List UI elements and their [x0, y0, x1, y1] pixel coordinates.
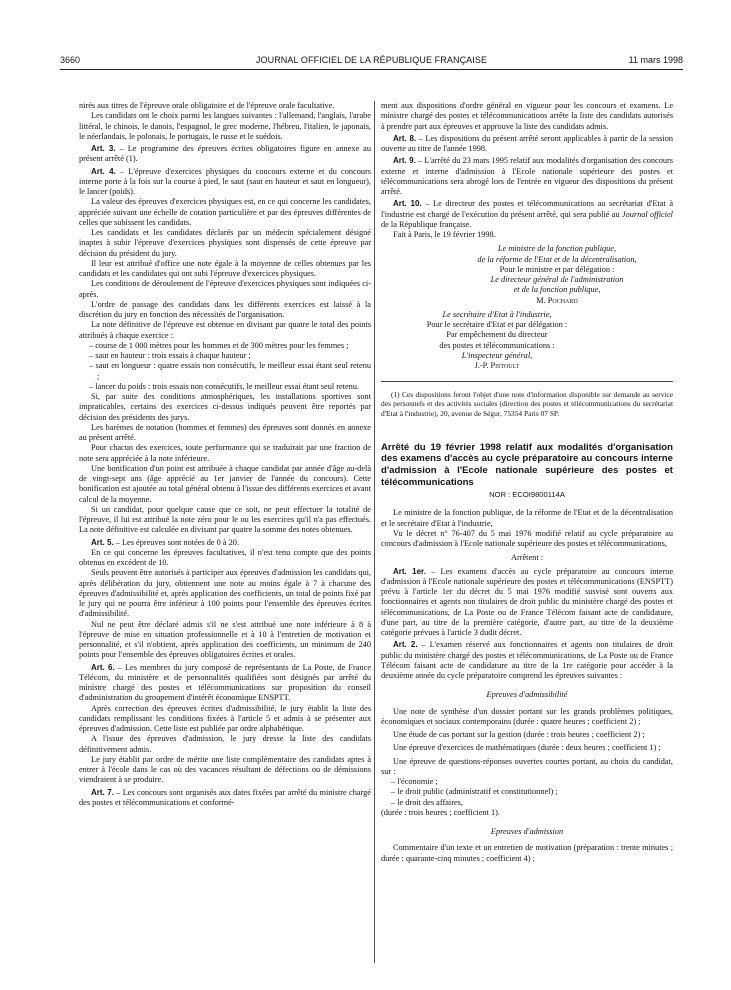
- paragraph: Les candidats ont le choix parmi les langues suivantes : l'allemand, l'anglais, l'arabe littéral, le chinois, le danois, l'espagnol, le grec moderne, l'hébreu, l'italien, le japonais, le néerlandais, le polonais, le portugais, le russe et le suédois.: [79, 111, 371, 141]
- article-text: – Le directeur des postes et télécommunications au secrétariat d'Etat à l'industrie est chargé de l'exécution du présent arrêté, qui sera publié au: [381, 199, 673, 219]
- signatory-title: Le secrétaire d'Etat à l'industrie,: [442, 309, 552, 319]
- paragraph: (durée : trois heures ; coefficient 1).: [381, 807, 500, 817]
- list-item: – saut en hauteur : trois essais à chaque hauteur ;: [89, 351, 251, 360]
- signature-block: [381, 244, 673, 371]
- paragraph: Il leur est attribué d'office une note égale à la moyenne de celles obtenues par les candidats et les candidates qui ont subi l'épreuve d'exercices physiques.: [79, 258, 371, 278]
- signatory-title: de la réforme de l'Etat et de la décentralisation,: [477, 254, 637, 264]
- column-divider: [374, 101, 375, 963]
- article-label: Art. 6.: [91, 662, 115, 672]
- paragraph: Le ministre de la fonction publique, de la réforme de l'Etat et de la décentralisation et le secrétaire d'Etat à l'industrie,: [381, 508, 673, 528]
- section-heading: Epreuves d'admissibilité: [486, 690, 568, 700]
- paragraph: Vu le décret n° 76-407 du 5 mai 1976 modifié relatif au cycle préparatoire au concours d'admission à l'Ecole nationale supérieure des postes et télécommunications,: [381, 528, 673, 549]
- article-label: Art. 3.: [91, 144, 116, 153]
- left-column: [79, 101, 371, 963]
- paragraph: En ce qui concerne les épreuves facultatives, il n'est tenu compte que des points obtenus en excédent de 10.: [79, 547, 371, 567]
- article-text: – L'arrêté du 23 mars 1995 relatif aux modalités d'organisation des concours externe et interne d'admission à l'Ecole nationale supérieure des postes et télécommunications sera abrogé lors de l'entrée en vigueur des dispositions du présent arrêté.: [381, 156, 673, 196]
- footnote: [381, 381, 673, 418]
- article-6: [79, 663, 371, 704]
- article-text: – Le programme des épreuves écrites obligatoires figure en annexe au présent arrêté (1).: [79, 144, 371, 164]
- article-5: [79, 538, 371, 548]
- signatory-title: Le directeur général de l'administration: [490, 275, 624, 284]
- paragraph: nirés aux titres de l'épreuve orale obligatoire et de l'épreuve orale facultative.: [79, 101, 335, 110]
- list-item: – le droit public (administratif et constitutionnel) ;: [391, 787, 558, 797]
- paragraph: Une bonification d'un point est attribuée à chaque candidat par année d'âge au-delà de vingt-sept ans (âge apprécié au 1er janvier de l'année du concours). Cette bonification est ajoutée au total général obtenu à l'issue des différents exercices et avant calcul de la moyenne.: [79, 463, 371, 504]
- paragraph: Seuls peuvent être autorisés à participer aux épreuves d'admission les candidats qui, après délibération du jury, obtiennent une note au moins égale à 7 à chacune des épreuves d'admissibilité et, après application des coefficients, un total de points fixé par le jury qui ne pourra être inférieur à 100 points pour l'ensemble des épreuves écrites d'admissibilité.: [79, 568, 371, 619]
- delegation: Pour le ministre et par délégation :: [499, 264, 615, 274]
- paragraph: Les conditions de déroulement de l'épreuve d'exercices physiques sont indiquées ci-après.: [79, 279, 371, 299]
- paragraph: Les candidats et les candidates déclarés par un médecin spécialement désigné inaptes à subir l'épreuve d'exercices physiques sont dispensés de cette épreuve par décision du président du jury.: [79, 228, 371, 258]
- footnote-text: (1) Ces dispositions feront l'objet d'une note d'information disponible sur demande au service des personnels et des activités sociales (direction des postes et télécommunications du secrétariat d'Etat à l'industrie), 20, avenue de Ségur, 75354 Paris 07 SP.: [381, 390, 673, 418]
- list-item: – saut en longueur : quatre essais non consécutifs, le meilleur essai étant seul retenu ;: [89, 361, 371, 381]
- paragraph: Si un candidat, pour quelque cause que ce soit, ne peut effectuer la totalité de l'épreuve, il lui est attribué la note zéro pour le ou les exercices qu'il n'a pas effectués. La note définitive est calculée en divisant par quatre la somme des notes obtenues.: [79, 504, 371, 535]
- delegation: des postes et télécommunications :: [439, 340, 555, 350]
- article-label: Art. 5.: [91, 537, 114, 547]
- article-10: [381, 199, 673, 230]
- section-heading: Epreuves d'admission: [490, 827, 564, 837]
- paragraph: La valeur des épreuves d'exercices physiques est, en ce qui concerne les candidates, appréciée suivant une échelle de cotation particulière et par des épreuves différentes de celles que subissent les candidats.: [79, 197, 371, 227]
- delegation: Pour le secrétaire d'Etat et par délégation :: [426, 320, 568, 329]
- paragraph: Après correction des épreuves écrites d'admissibilité, le jury établit la liste des candidats remplissant les conditions fixées à l'article 5 et admis à se présenter aux épreuves d'admission. Cette liste est publiée par ordre alphabétique.: [79, 703, 371, 733]
- article-label: Art. 10.: [393, 199, 422, 209]
- article-label: Art. 1er.: [393, 566, 426, 576]
- signatory-title: L'inspecteur général,: [461, 350, 533, 360]
- article-label: Art. 2.: [393, 640, 418, 650]
- article-label: Art. 7.: [91, 787, 114, 797]
- article-9: [381, 156, 673, 197]
- paragraph: Une épreuve d'exercices de mathématiques (durée : deux heures ; coefficient 1) ;: [393, 743, 661, 753]
- paragraph: Une épreuve de questions-réponses ouvertes courtes portant, au choix du candidat, sur :: [381, 756, 673, 776]
- article-text: – L'examen réservé aux fonctionnaires et agents non titulaires de droit public du ministère chargé des postes et télécommunications, de La Poste ou de France Télécom faisant acte de candidature au titre de la 1re catégorie pour accéder à la deuxième année du cycle préparatoire comprend les épreuves suivantes :: [381, 640, 673, 681]
- paragraph: A l'issue des épreuves d'admission, le jury dresse la liste des candidats définitivement admis.: [79, 734, 371, 754]
- article-text: – Les examens d'accès au cycle préparatoire au concours interne d'admission à l'Ecole nationale supérieure des postes et télécommunications (ENSPTT) prévu à l'article 1er du décret du 5 mai 1976 modifié susvisé sont ouverts aux fonctionnaires et agents non titulaires de droit public du ministère chargé des postes et télécommunications, de La Poste ou de France Télécom faisant acte de candidature, d'une part, au titre de la première catégorie, d'autre part, au titre de la deuxième catégorie prévues à l'article 3 dudit décret.: [381, 566, 673, 638]
- arretent: Arrêtent :: [510, 553, 544, 563]
- article-text: de la République française.: [381, 219, 472, 229]
- article-label: Art. 4.: [91, 166, 116, 176]
- article-4: [79, 167, 371, 198]
- right-column: [381, 101, 673, 963]
- list-item: – lancer du poids : trois essais non consécutifs, le meilleur essai étant seul retenu.: [89, 381, 360, 391]
- nor-reference: NOR : ECOI9800114A: [489, 490, 565, 500]
- article-text: – Les membres du jury composé de représentants de La Poste, de France Télécom, du ministère et de personnalités qualifiées sont désignés par arrêté du ministre chargé des postes et télécommunications sur proposition du conseil d'administration du groupement d'intérêt économique ENSPTT.: [79, 662, 371, 703]
- signatory-title: et de la fonction publique,: [513, 285, 601, 295]
- article-text: – Les dispositions du présent arrêté seront applicables à partir de la session ouverte au titre de l'année 1998.: [381, 133, 673, 153]
- article-7: [79, 788, 371, 809]
- journal-reference: Journal officiel: [621, 209, 673, 219]
- article-label: Art. 8.: [393, 133, 417, 143]
- paragraph: La note définitive de l'épreuve est obtenue en divisant par quatre le total des points attribués à chaque exercice :: [79, 320, 371, 340]
- paragraph: Commentaire d'un texte et un entretien de motivation (préparation : trente minutes ; durée : quarante-cinq minutes ; coefficient 4) ;: [381, 843, 673, 863]
- header-rule: [60, 69, 683, 70]
- article-1: [381, 567, 673, 639]
- article-2: [381, 640, 673, 681]
- signatory-title: Le ministre de la fonction publique,: [497, 244, 617, 254]
- paragraph: Une note de synthèse d'un dossier portant sur les grands problèmes politiques, économiques et sociaux contemporains (durée : quatre heures ; coefficient 2) ;: [381, 706, 673, 726]
- list-item: – course de 1 000 mètres pour les hommes et de 300 mètres pour les femmes ;: [89, 340, 349, 350]
- page-header: [60, 55, 683, 69]
- article-3: [79, 144, 371, 165]
- article-8: [381, 134, 673, 155]
- paragraph: Nul ne peut être déclaré admis s'il ne s'est attribué une note inférieure à 8 à l'épreuve de mise en situation professionnelle et à 10 à l'entretien de motivation et personnalité, et s'il n'obtient, après application des coefficients, un minimum de 240 points pour l'ensemble des épreuves obligatoires écrites et orales.: [79, 619, 371, 660]
- article-text: – Les épreuves sont notées de 0 à 20.: [113, 537, 240, 547]
- paragraph: Pour chacun des exercices, toute performance qui se traduirait par une fraction de note sera appréciée à la note inférieure.: [79, 443, 371, 463]
- page-number: 3660: [60, 55, 81, 65]
- journal-title: JOURNAL OFFICIEL DE LA RÉPUBLIQUE FRANÇAISE: [255, 55, 488, 65]
- paragraph: L'ordre de passage des candidats dans les différents exercices est laissé à la discrétion du jury en fonction des nécessités de l'organisation.: [79, 299, 371, 319]
- signatory-name: M. Pochard: [536, 295, 578, 305]
- article-label: Art. 9.: [393, 156, 416, 166]
- paragraph: Une étude de cas portant sur la gestion (durée : trois heures ; coefficient 2) ;: [393, 730, 645, 740]
- article-text: – Les concours sont organisés aux dates fixées par arrêté du ministre chargé des postes et télécommunications et conformé-: [79, 787, 371, 807]
- paragraph: Les barèmes de notation (hommes et femmes) des épreuves sont donnés en annexe au présent arrêté.: [79, 422, 371, 442]
- list-item: – l'économie ;: [391, 777, 438, 787]
- paragraph: Le jury établit par ordre de mérite une liste complémentaire des candidats aptes à entrer à l'école dans le cas où des vacances résultant de défections ou de démissions viendraient à se produire.: [79, 754, 371, 785]
- list-item: – le droit des affaires,: [391, 797, 463, 807]
- publication-date: 11 mars 1998: [628, 55, 683, 65]
- paragraph: Si, par suite des conditions atmosphériques, les installations sportives sont impraticables, certains des exercices ci-dessus indiqués peuvent être reportés par décision des présidents des jurys.: [79, 392, 371, 422]
- done-at: Fait à Paris, le 19 février 1998.: [393, 230, 496, 239]
- decree-title: Arrêté du 19 février 1998 relatif aux modalités d'organisation des examens d'accès au cycle préparatoire au concours interne d'admission à l'Ecole nationale supérieure des postes et télécommunications: [381, 441, 673, 488]
- signatory-name: J.-P. Pistoult: [474, 361, 520, 370]
- delegation: Par empêchement du directeur: [446, 330, 548, 340]
- article-text: – L'épreuve d'exercices physiques du concours externe et du concours interne porte à la fois sur la course à pied, le saut (saut en hauteur et saut en longueur), le lancer (poids).: [79, 166, 371, 196]
- paragraph: ment aux dispositions d'ordre général en vigueur pour les concours et examens. Le ministre chargé des postes et télécommunications arrête la liste des candidats autorisés à prendre part aux épreuves et approuve la liste des candidats admis.: [381, 101, 673, 131]
